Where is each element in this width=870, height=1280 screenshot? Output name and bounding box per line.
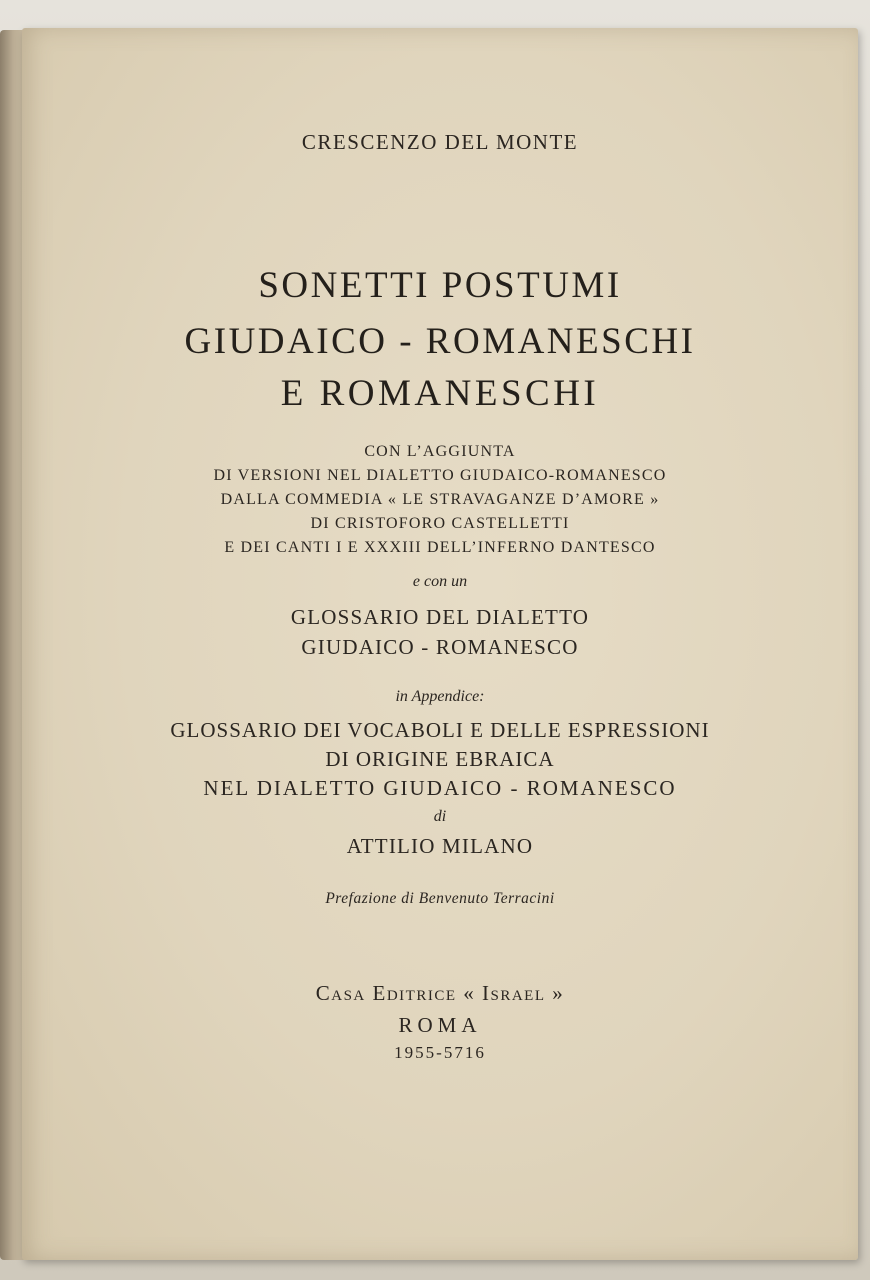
- connector-text-3: di: [433, 808, 447, 825]
- author-name: CRESCENZO DEL MONTE: [301, 130, 579, 154]
- glossary-line-2: GIUDAICO - ROMANESCO: [301, 635, 579, 659]
- subtitle-line-2: DI VERSIONI NEL DIALETTO GIUDAICO-ROMANESCO: [213, 467, 667, 484]
- preface-credit: Prefazione di Benvenuto Terracini: [325, 890, 555, 907]
- subtitle-line-4: DI CRISTOFORO CASTELLETTI: [310, 515, 570, 532]
- glossary-line-1: GLOSSARIO DEL DIALETTO: [290, 605, 590, 629]
- publisher-name: Casa Editrice « Israel »: [315, 981, 565, 1005]
- connector-text-1: e con un: [412, 573, 468, 590]
- subtitle-line-5: E DEI CANTI I E XXXIII DELL’INFERNO DANTESCO: [224, 539, 656, 556]
- appendix-line-3: NEL DIALETTO GIUDAICO - ROMANESCO: [203, 776, 677, 800]
- appendix-line-1: GLOSSARIO DEI VOCABOLI E DELLE ESPRESSIONI: [170, 718, 710, 742]
- book-title-line-3: E ROMANESCHI: [280, 373, 600, 414]
- subtitle-line-3: DALLA COMMEDIA « LE STRAVAGANZE D’AMORE »: [220, 491, 660, 508]
- publication-year: 1955-5716: [394, 1043, 486, 1062]
- appendix-author: ATTILIO MILANO: [346, 834, 534, 858]
- book-title-line-1: SONETTI POSTUMI: [258, 265, 622, 306]
- subtitle-line-1: CON L’AGGIUNTA: [364, 443, 516, 460]
- appendix-line-2: DI ORIGINE EBRAICA: [325, 747, 555, 771]
- title-page: [22, 28, 858, 1260]
- publisher-city: ROMA: [398, 1013, 482, 1037]
- book-title-line-2: GIUDAICO - ROMANESCHI: [184, 321, 696, 362]
- connector-text-2: in Appendice:: [395, 688, 485, 705]
